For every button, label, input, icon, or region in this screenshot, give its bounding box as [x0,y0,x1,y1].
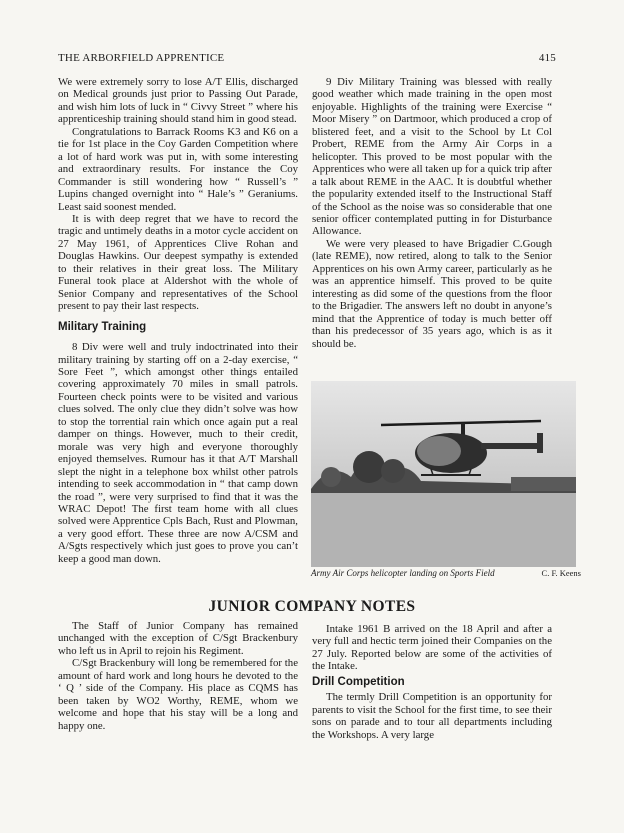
paragraph: The termly Drill Competition is an opportunity for parents to visit the School for the first time, to see their sons on parade and to tour all departments including the Workshops. A very large [312,691,552,741]
paragraph: We were extremely sorry to lose A/T Ellis, discharged on Medical grounds just prior to Passing Out Parade, and wish him lots of luck in “ Civvy Street ” where his apprenticeship training should stand him in good stead. [58,76,298,126]
left-column [58,76,298,565]
paragraph: We were very pleased to have Brigadier C.Gough (late REME), now retired, along to talk to the Senior Apprentices on his own Army career, particularly as he was an apprentice himself. This proved to be quite interesting as did some of the questions from the floor to the Brigadier. The answers left no doubt in anyone’s mind that the Apprentice of today is much better off than his predecessor of 35 years ago, which is as it should be. [312,237,552,350]
paragraph: C/Sgt Brackenbury will long be remembered for the amount of hard work and long hours he devoted to the ‘ Q ’ side of the Company. His place as CQMS has been taken by WO2 Worthy, REME, whom we welcome and hope that his stay will be a long and happy one. [58,657,298,732]
paragraph: It is with deep regret that we have to record the tragic and untimely deaths in a motor cycle accident on 27 May 1961, of Apprentices Clive Rohan and Douglas Hawkins. Our deepest sympathy is extended to their relatives in their great loss. The Military Funeral took place at Aldershot with the whole of Senior Company and representatives of the School present to pay their last respects. [58,212,298,313]
photo-credit: C. F. Keens [541,568,581,578]
paragraph: The Staff of Junior Company has remained unchanged with the exception of C/Sgt Brackenbury who left us in April to rejoin his Regiment. [58,620,298,657]
helicopter-photo [311,381,576,567]
paragraph: Congratulations to Barrack Rooms K3 and K6 on a tie for 1st place in the Coy Garden Competition where a lot of hard work was put in, with some interesting and extraordinary results. For instance the Coy Commander is still wondering how “ Russell’s ” Lupins changed overnight into “ Hale’s ” Geraniums. Least said soonest mended. [58,125,298,213]
paragraph: 8 Div were well and truly indoctrinated into their military training by starting off on a 2-day exercise, “ Sore Feet ”, which amongst other things entailed covering approximately 70 miles in small patrols. Fourteen check points were to be visited and various clues solved. The only clue they didn’t solve was how to stop the torrential rain which once again put a real damper on things. However, much to their credit, morale was very high and everyone thoroughly enjoyed themselves. Rumour has it that A/T Marshall slept the night in a telephone box whilst other patrols intending to seek accommodation in “ that camp down the road ”, were very surprised to find that it was the WRAC Depot! The first team home with all clues solved were Apprentice Cpls Bach, Rust and Plowman, a very good effort. These three are now A/CSM and A/Sgts respectively which just goes to prove you can’t keep a good man down. [58,341,298,565]
section-heading: Military Training [58,320,147,333]
photo-caption [311,568,581,578]
publication-title: THE ARBORFIELD APPRENTICE [58,52,225,64]
helicopter-photo-image [311,381,576,567]
paragraph: Intake 1961 B arrived on the 18 April and after a very full and hectic term joined their Companies on the 27 July. Reported below are some of the activities of the Intake. [312,623,552,673]
paragraph: 9 Div Military Training was blessed with really good weather which made training in the open most enjoyable. Highlights of the training were Exercise “ Moor Misery ” on Dartmoor, which produced a crop of blistered feet, and a visit to the School by Lt Col Probert, REME from the Army Air Corps in a helicopter. This proved to be most popular with the Apprentices who were all taken up for a quick trip after a talk about REME in the AAC. It is doubtful whether the popularity extended itself to the Instructional Staff of the School as the noise was so considerable that one senior officer contemplated putting in for Disturbance Allowance. [312,76,552,238]
section-heading: Drill Competition [312,675,405,688]
caption-text: Army Air Corps helicopter landing on Sports Field [311,568,495,578]
page-number: 415 [538,52,556,64]
junior-left-column [58,620,298,732]
junior-company-title: JUNIOR COMPANY NOTES [208,598,416,615]
right-column [312,76,552,350]
junior-right-column [312,623,552,741]
